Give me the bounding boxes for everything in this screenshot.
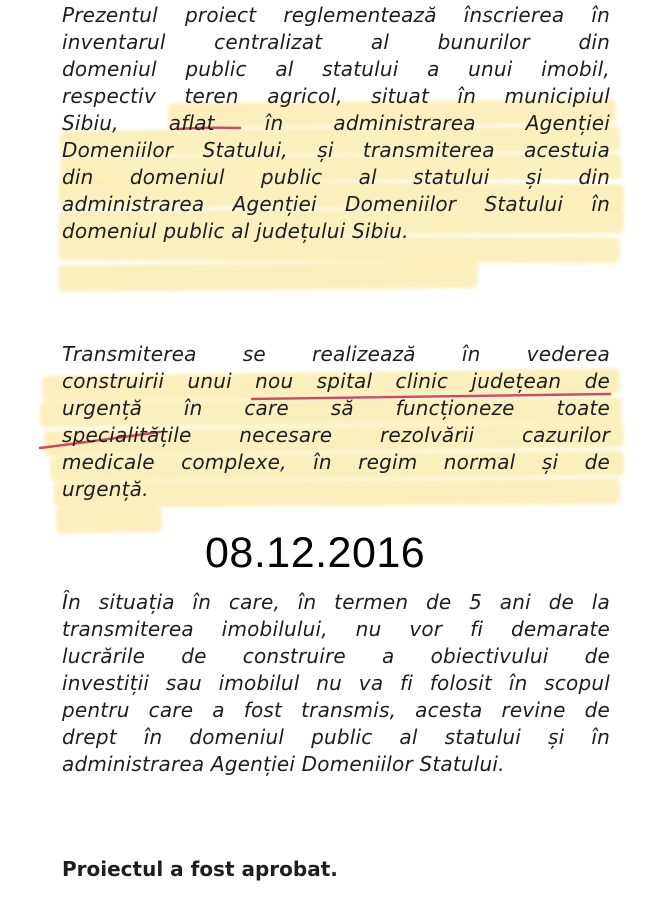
text-line: specialitățile necesare rezolvării cazurilor	[62, 423, 610, 447]
text-line: urgență în care să funcționeze toate	[62, 396, 610, 420]
text-line: În situația în care, în termen de 5 ani de la	[62, 590, 610, 614]
paragraph-3	[62, 589, 610, 778]
paragraph-2	[62, 341, 610, 503]
paragraph-1	[62, 2, 610, 245]
text-line: inventarul centralizat al bunurilor din	[62, 30, 610, 54]
text-line: administrarea Agenției Domeniilor Statului în	[62, 192, 610, 216]
text-line: medicale complexe, în regim normal și de	[62, 450, 610, 474]
text-line: transmiterea imobilului, nu vor fi demarate	[62, 617, 610, 641]
text-line: respectiv teren agricol, situat în municipiul	[62, 84, 610, 108]
text-line: Domeniilor Statului, și transmiterea acestuia	[62, 138, 610, 162]
text-line: Prezentul proiect reglementează înscrierea în	[62, 3, 610, 27]
text-line: pentru care a fost transmis, acesta revine de	[62, 698, 610, 722]
text-line: Sibiu, aflat în administrarea Agenției	[62, 111, 610, 135]
date-stamp: 08.12.2016	[205, 529, 426, 577]
text-line: domeniul public al statului a unui imobil,	[62, 57, 610, 81]
text-line: Transmiterea se realizează în vederea	[62, 342, 610, 366]
text-line: lucrările de construire a obiectivului de	[62, 644, 610, 668]
text-line: investiții sau imobilul nu va fi folosit în scopul	[62, 671, 610, 695]
text-line: urgență.	[62, 477, 149, 501]
text-line: administrarea Agenției Domeniilor Statului.	[62, 752, 505, 776]
text-line: drept în domeniul public al statului și în	[62, 725, 610, 749]
conclusion-text: Proiectul a fost aprobat.	[62, 857, 338, 881]
text-line: construirii unui nou spital clinic județean de	[62, 369, 610, 393]
text-line: domeniul public al județului Sibiu.	[62, 219, 409, 243]
text-line: din domeniul public al statului și din	[62, 165, 610, 189]
